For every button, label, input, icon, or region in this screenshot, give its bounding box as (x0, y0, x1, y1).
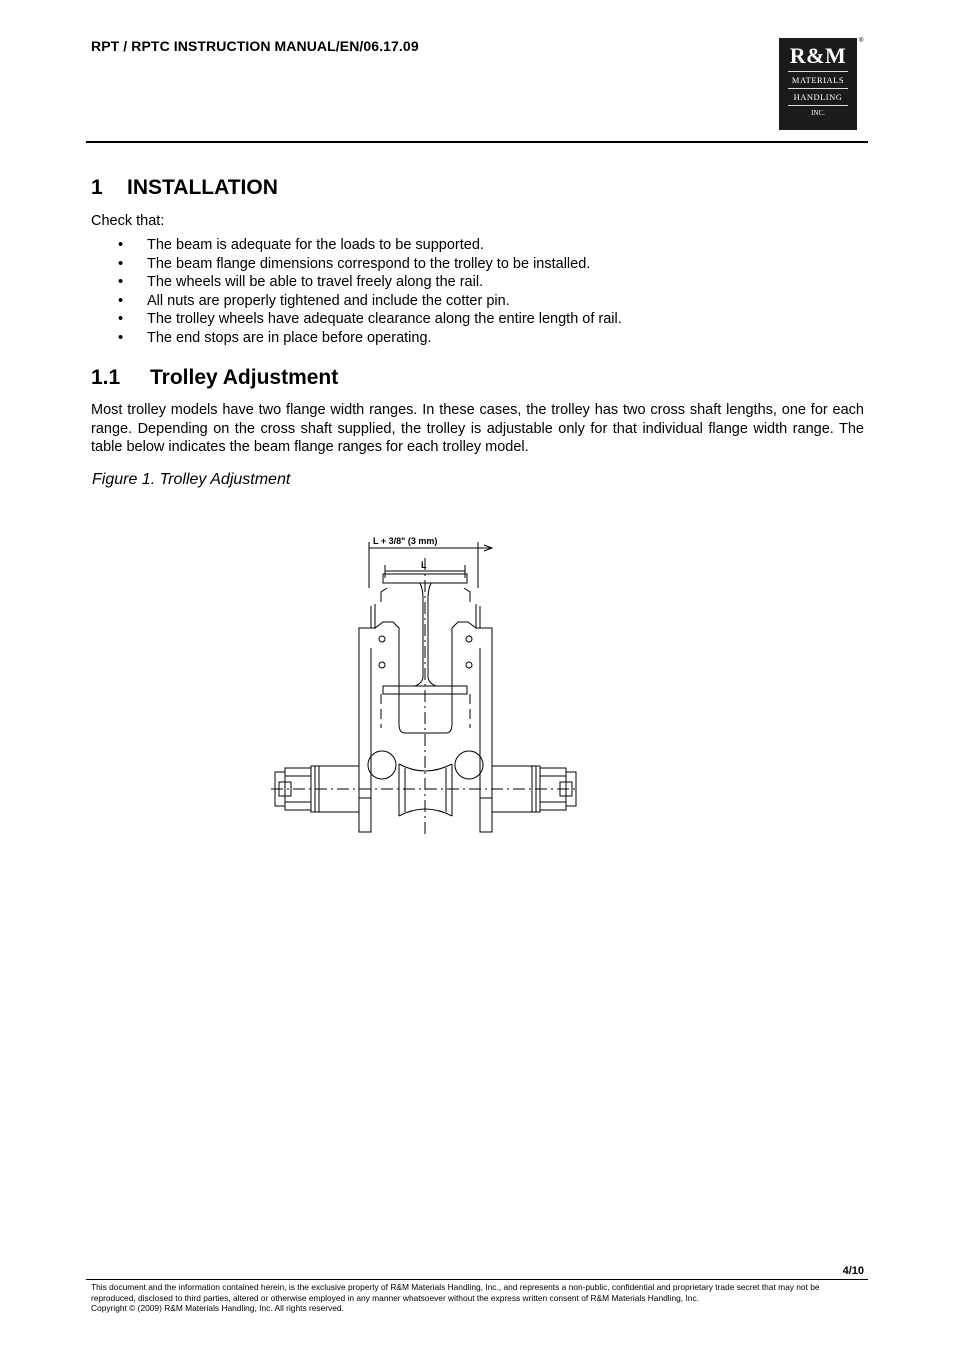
trolley-diagram (265, 528, 581, 838)
checklist-item: • The beam flange dimensions correspond to the trolley to be installed. (118, 255, 622, 274)
logo-line-handling: HANDLING (793, 92, 843, 102)
logo-divider (788, 105, 848, 106)
section-heading (91, 176, 278, 200)
header-divider (86, 141, 868, 143)
dimension-outer-label: L + 3/8" (3 mm) (373, 536, 438, 546)
left-wheel (368, 751, 396, 779)
installation-checklist (118, 236, 622, 347)
section-title: INSTALLATION (127, 176, 278, 199)
logo-line-inc: INC. (811, 109, 825, 117)
dimension-outer (369, 542, 492, 588)
subsection-heading (91, 366, 338, 390)
logo-divider (788, 71, 848, 72)
disclaimer-text: This document and the information contained herein, is the exclusive property of R&M Materials Handling, Inc., and represents a non-public, confidential and proprietary trade secret that may not be reproduced, disclosed to third parties, altered or otherwise employed in any manner whatsoever without the express written consent of R&M Materials Handling, Inc. (91, 1282, 820, 1303)
logo-divider (788, 88, 848, 89)
checklist-item: • All nuts are properly tightened and include the cotter pin. (118, 292, 622, 311)
right-side-plate (452, 588, 492, 832)
left-side-plate (359, 588, 399, 832)
checklist-intro: Check that: (91, 213, 165, 229)
right-wheel (455, 751, 483, 779)
checklist-item: • The end stops are in place before operating. (118, 329, 622, 348)
logo-mark: R&M (789, 43, 847, 68)
copyright-text: Copyright © (2009) R&M Materials Handling, Inc. All rights reserved. (91, 1303, 344, 1313)
subsection-body: Most trolley models have two flange width ranges. In these cases, the trolley has two cross shaft lengths, one for each range. Depending on the cross shaft supplied, the trolley is adjustable only for that individual flange width range. The table below indicates the beam flange ranges for each trolley model. (91, 402, 864, 456)
section-number: 1 (91, 176, 103, 199)
figure-caption: Figure 1. Trolley Adjustment (92, 471, 291, 488)
checklist-item: • The beam is adequate for the loads to be supported. (118, 236, 622, 255)
company-logo (779, 38, 857, 130)
logo-line-materials: MATERIALS (791, 75, 845, 85)
document-header-title: RPT / RPTC INSTRUCTION MANUAL/EN/06.17.09 (91, 38, 419, 54)
subsection-number: 1.1 (91, 366, 121, 389)
checklist-item: • The wheels will be able to travel freely along the rail. (118, 273, 622, 292)
checklist-item: • The trolley wheels have adequate clearance along the entire length of rail. (118, 310, 622, 329)
footer-disclaimer (91, 1282, 865, 1314)
footer-divider (86, 1279, 868, 1280)
page-number: 4/10 (842, 1265, 864, 1277)
subsection-title: Trolley Adjustment (150, 366, 339, 389)
dimension-inner-label: L (421, 560, 427, 570)
registered-mark: ® (859, 38, 864, 44)
